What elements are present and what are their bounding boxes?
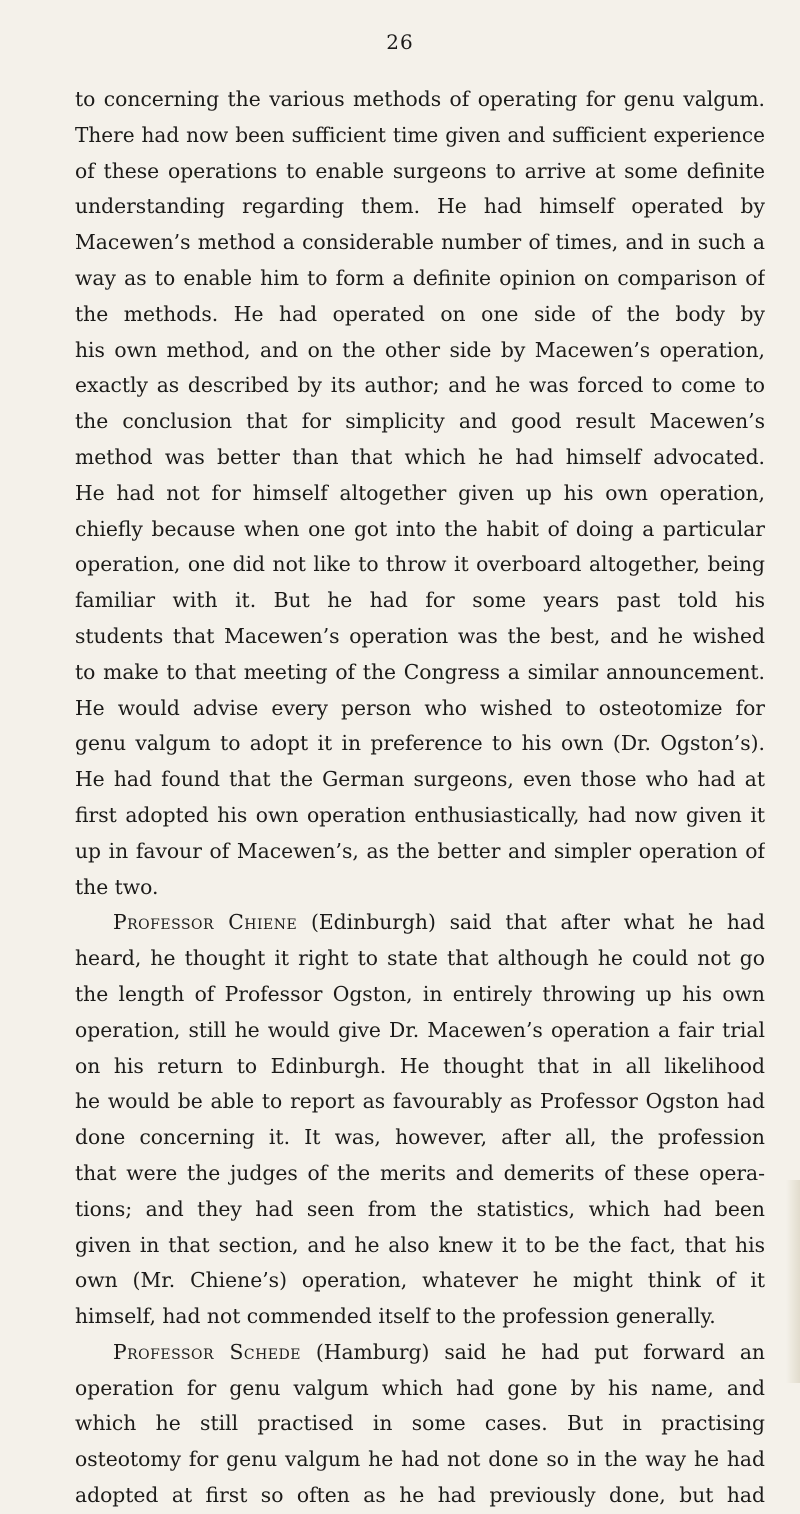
text-line: which he still practised in some cases. But in practising (75, 1411, 765, 1436)
text-line: operation, still he would give Dr. Macewen’s operation a fair trial (75, 1017, 765, 1042)
text-line: Macewen’s method a considerable number of times, and in such a (75, 230, 765, 255)
text-line: he would be able to report as favourably as Professor Ogston had (75, 1089, 765, 1114)
text-line: the two. (75, 874, 159, 899)
page-number: 26 (386, 30, 414, 54)
text-line: understanding regarding them. He had himself operated by (75, 194, 765, 219)
text-line: the length of Professor Ogston, in entirely throwing up his own (75, 981, 765, 1006)
page-edge-stain (786, 1180, 800, 1383)
text-line: the methods. He had operated on one side of the body by (75, 301, 765, 326)
paragraph-first-line (75, 905, 765, 941)
text-line: own (Mr. Chiene’s) operation, whatever he might think of it (75, 1268, 765, 1293)
text-line: He had not for himself altogether given up his own operation, (75, 480, 765, 505)
text-line: to make to that meeting of the Congress a similar announcement. (75, 659, 765, 684)
text-line: tions; and they had seen from the statistics, which had been (75, 1196, 765, 1221)
text-line: first adopted his own operation enthusiastically, had now given it (75, 802, 765, 827)
text-line: up in favour of Macewen’s, as the better and simpler operation of (75, 838, 765, 863)
text-line: genu valgum to adopt it in preference to his own (Dr. Ogston’s). (75, 731, 765, 756)
text-line: that were the judges of the merits and demerits of these opera- (75, 1160, 765, 1185)
text-line: the conclusion that for simplicity and good result Macewen’s (75, 409, 765, 434)
text-line: operation for genu valgum which had gone by his name, and (75, 1375, 765, 1400)
text-line: There had now been sufficient time given and sufficient experience (75, 122, 765, 147)
text-line: heard, he thought it right to state that although he could not go (75, 946, 765, 971)
text-line: done concerning it. It was, however, after all, the profession (75, 1125, 765, 1150)
text-line: exactly as described by its author; and he was forced to come to (75, 373, 765, 398)
first-line-text: (Hamburg) said he had put forward an (300, 1339, 765, 1364)
text-line: familiar with it. But he had for some years past told his (75, 588, 765, 613)
text-line: He would advise every person who wished to osteotomize for (75, 695, 765, 720)
text-line: adopted at first so often as he had previously done, but had (75, 1483, 765, 1508)
first-line-text: (Edinburgh) said that after what he had (297, 910, 765, 935)
text-line: given in that section, and he also knew it to be the fact, that his (75, 1232, 765, 1257)
text-line: on his return to Edinburgh. He thought that in all likelihood (75, 1053, 765, 1078)
text-line: his own method, and on the other side by Macewen’s operation, (75, 337, 765, 362)
text-line: chiefly because when one got into the habit of doing a particular (75, 516, 765, 541)
paragraph-first-line (75, 1335, 765, 1371)
text-line: way as to enable him to form a definite opinion on comparison of (75, 265, 765, 290)
text-line: himself, had not commended itself to the profession generally. (75, 1304, 716, 1329)
text-line: operation, one did not like to throw it overboard altogether, being (75, 552, 765, 577)
body-text (75, 82, 765, 1514)
text-line: to concerning the various methods of operating for genu valgum. (75, 87, 765, 111)
speaker-name: Professor Schede (113, 1339, 301, 1364)
speaker-name: Professor Chiene (113, 910, 298, 935)
text-line: osteotomy for genu valgum he had not done so in the way he had (75, 1447, 765, 1472)
text-line: method was better than that which he had himself advocated. (75, 444, 765, 469)
text-line: students that Macewen’s operation was the best, and he wished (75, 623, 765, 648)
text-line: of these operations to enable surgeons to arrive at some definite (75, 158, 765, 183)
text-line: He had found that the German surgeons, even those who had at (75, 767, 765, 792)
